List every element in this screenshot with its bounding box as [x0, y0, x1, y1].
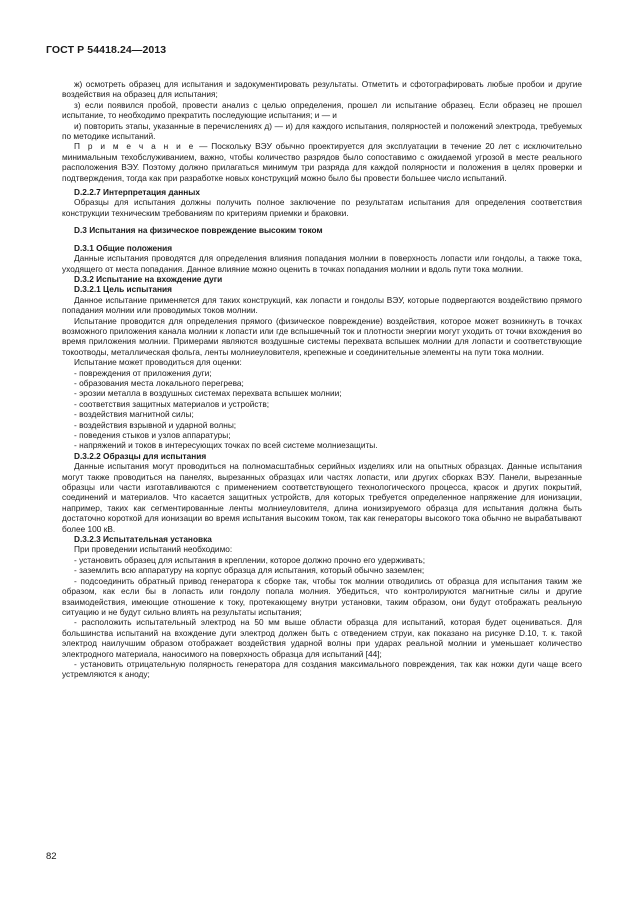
list-item: - поведения стыков и узлов аппаратуры;: [74, 430, 231, 440]
section-heading-d227: D.2.2.7 Интерпретация данных: [74, 187, 200, 198]
paragraph: Данные испытания проводятся для определения влияния попадания молнии в поверхность лопасти или гондолы, а также тока, уходящего от места попадания. Данное влияние можно оценить в точках попадания молнии и вдоль пути тока молнии.: [62, 253, 582, 274]
paragraph: При проведении испытаний необходимо:: [74, 544, 233, 555]
paragraph: и) повторить этапы, указанные в перечислениях д) — и) для каждого испытания, полярностей и положений электрода, требуемых по методике испытаний.: [62, 120, 582, 142]
section-heading-d323: D.3.2.3 Испытательная установка: [74, 534, 212, 545]
note-text: — Поскольку ВЭУ обычно проектируется для эксплуатации в течение 20 лет с исключительно минимальным техобслуживанием, важно, чтобы количество разрядов было сопоставимо с ожидаемой угрозой в месте реального расположения ВЭУ. Поэтому должно прилагаться минимум три разряда для каждой полярности и положения в целях проверки и подтверждения, тогда как при разработке новых конструкций можно было бы провести большее число испытаний.: [62, 141, 583, 183]
list-item: - напряжений и токов в интересующих точках по всей системе молниезащиты.: [74, 440, 378, 451]
paragraph: з) если появился пробой, провести анализ с целью определения, прошел ли испытание образец. Если образец не прошел испытание, то необходимо прекратить последующие испытания; и — и: [62, 99, 582, 121]
paragraph: Данное испытание применяется для таких конструкций, как лопасти и гондолы ВЭУ, которые подвергаются воздействию прямого попадания молнии или проводимых токов молнии.: [62, 294, 582, 316]
list-item: - расположить испытательный электрод на 50 мм выше области образца для испытаний, которая будет оцениваться. Для большинства испытаний на вхождение дуги электрод должен быть с отведением струи, как показано на рисунке D.10, т. к. такой электрод наилучшим образом отображает воздействия ударной волны при ударах реальной молнии и уменьшает количество электродного материала, наносимого на поверхность образца для испытаний [44];: [62, 617, 582, 659]
list-item: - установить образец для испытания в креплении, которое должно прочно его удерживать;: [74, 554, 426, 565]
list-item: - эрозии металла в воздушных системах перехвата вспышек молнии;: [74, 388, 342, 399]
list-item: - повреждения от приложения дуги;: [74, 367, 212, 378]
list-item: - установить отрицательную полярность генератора для создания максимального повреждения, так как ножки дуги чаще всего устремляются к аноду;: [62, 658, 582, 680]
paragraph: Испытание может проводиться для оценки:: [74, 357, 242, 368]
list-item: - заземлить всю аппаратуру на корпус образца для испытания, который обычно заземлен;: [74, 565, 425, 576]
list-item: - соответствия защитных материалов и устройств;: [74, 398, 270, 409]
section-heading-d322: D.3.2.2 Образцы для испытания: [74, 450, 207, 461]
note: [62, 141, 582, 183]
paragraph: Данные испытания могут проводиться на полномасштабных серийных изделиях или на опытных образцах. Данные испытания могут также проводиться на панелях, вырезанных образцах или частях лопасти, или других сборках ВЭУ. Панели, вырезанные образцы или части изготавливаются с применением соответствующего технологического процесса, красок и других покрытий, соединений и материалов. Что касается защитных устройств, для которых требуется определенное напряжение для ионизации, например, таких как сегментированные ленты молниеуловителя, длина ионизируемого образца для испытания должна быть достаточно короткой для ионизации во время испытания высоким током, так как генераторы высокого тока обычно не вырабатывают более 100 кВ.: [62, 461, 582, 534]
section-heading-d3: D.3 Испытания на физическое повреждение высоким током: [74, 225, 323, 236]
list-item: - подсоединить обратный привод генератора к сборке так, чтобы ток молнии отводились от образца для испытания таким же образом, как если бы в лопасть или гондолу попала молния. Убедиться, что контролируются магнитные силы и другие взаимодействия, имеющие отношение к току, протекающему внутри установки, таким образом, они будут отображать реальную ситуацию и не будут сильно влиять на результаты испытания;: [62, 575, 582, 617]
section-heading-d31: D.3.1 Общие положения: [74, 242, 173, 253]
section-heading-d32: D.3.2 Испытание на вхождение дуги: [74, 273, 223, 284]
paragraph: Образцы для испытания должны получить полное заключение по результатам испытания для определения соответствия конструкции техническим требованиям по критериям приемки и браковки.: [62, 197, 582, 218]
note-label: П р и м е ч а н и е: [74, 141, 196, 152]
list-item: - воздействия магнитной силы;: [74, 409, 194, 420]
list-item: - образования места локального перегрева;: [74, 377, 244, 388]
list-item: - воздействия взрывной и ударной волны;: [74, 419, 237, 430]
paragraph: ж) осмотреть образец для испытания и задокументировать результаты. Отметить и сфотографировать любые пробои и другие воздействия на образец для испытания;: [62, 79, 582, 100]
page-number: 82: [46, 851, 57, 862]
document-code: ГОСТ Р 54418.24—2013: [46, 44, 167, 56]
section-heading-d321: D.3.2.1 Цель испытания: [74, 284, 172, 295]
paragraph: Испытание проводится для определения прямого (физическое повреждение) воздействия, которое может возникнуть в точках возможного приложения канала молнии к лопасти или где вспышечный ток и плотности энергии могут уходить от точки вхождения во время приложения молнии. Примерами являются воздушные системы перехвата вспышек молнии для лопасти и соответствующие токоотводы, металлическая фольга, ленты молниеуловителя, крепежные и соединительные элементы на пути тока молнии.: [62, 315, 582, 357]
page-content: [62, 79, 582, 680]
